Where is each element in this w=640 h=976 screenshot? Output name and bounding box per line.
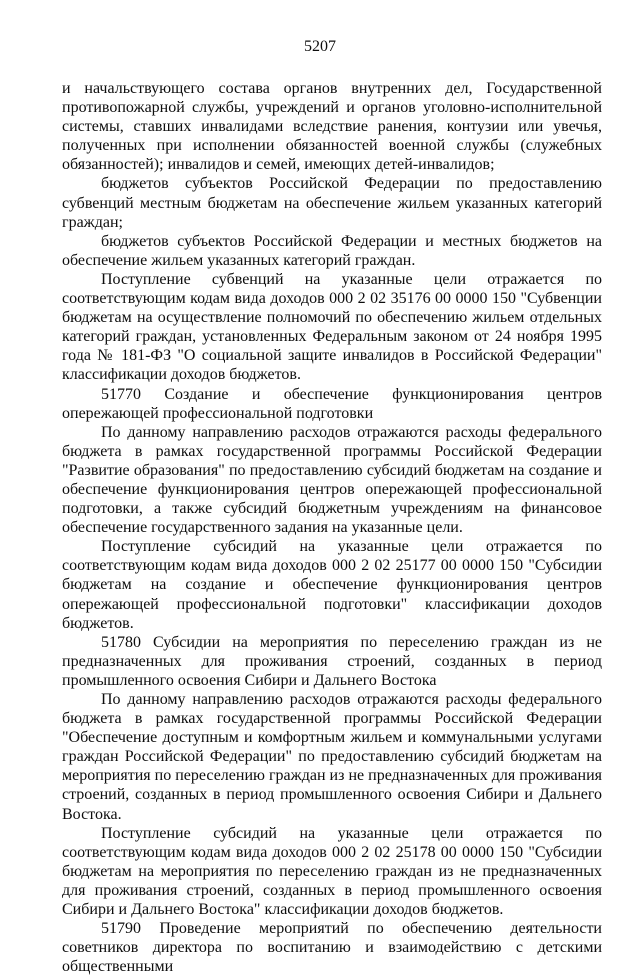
paragraph-continuation: и начальствующего состава органов внутренних дел, Государственной противопожарной службы, учреждений и органов уголовно-исполнительной системы, ставших инвалидами вследствие ранения, контузии или увечья, полученных при исполнении обязанностей военной службы (служебных обязанностей); инвалидов и семей, имеющих детей-инвалидов; bbox=[62, 80, 602, 174]
paragraph-regional-budgets-subventions: бюджетов субъектов Российской Федерации по предоставлению субвенций местным бюджетам на обеспечение жильем указанных категорий граждан; bbox=[62, 175, 602, 231]
paragraph-51780-income-codes: Поступление субсидий на указанные цели отражается по соответствующим кодам вида доходов 000 2 02 25178 00 0000 150 "Субсидии бюджетам на мероприятия по переселению граждан из не предназначенных для проживания строений, созданных в период промышленного освоения Сибири и Дальнего Востока" классификации доходов бюджетов. bbox=[62, 824, 602, 919]
section-heading-51780: 51780 Субсидии на мероприятия по переселению граждан из не предназначенных для проживания строений, созданных в период промышленного освоения Сибири и Дальнего Востока bbox=[62, 633, 602, 689]
section-heading-51790: 51790 Проведение мероприятий по обеспечению деятельности советников директора по воспитанию и взаимодействию с детскими общественными bbox=[62, 920, 602, 976]
section-heading-51770: 51770 Создание и обеспечение функционирования центров опережающей профессиональной подготовки bbox=[62, 385, 602, 422]
page-number: 5207 bbox=[304, 38, 336, 55]
paragraph-51780-expenses: По данному направлению расходов отражаются расходы федерального бюджета в рамках государственной программы Российской Федерации "Обеспечение доступным и комфортным жильем и коммунальными услугами граждан Российской Федерации" по предоставлению субсидий бюджетам на мероприятия по переселению граждан из не предназначенных для проживания строений, созданных в период промышленного освоения Сибири и Дальнего Востока. bbox=[62, 691, 602, 823]
paragraph-51770-expenses: По данному направлению расходов отражаются расходы федерального бюджета в рамках государственной программы Российской Федерации "Развитие образования" по предоставлению субсидий бюджетам на создание и обеспечение функционирования центров опережающей профессиональной подготовки, а также субсидий бюджетным учреждениям на финансовое обеспечение государственного задания на указанные цели. bbox=[62, 423, 602, 537]
paragraph-subvention-income-codes: Поступление субвенций на указанные цели отражается по соответствующим кодам вида доходов 000 2 02 35176 00 0000 150 "Субвенции бюджетам на осуществление полномочий по обеспечению жильем отдельных категорий граждан, установленных Федеральным законом от 24 ноября 1995 года № 181-ФЗ "О социальной защите инвалидов в Российской Федерации" классификации доходов бюджетов. bbox=[62, 270, 602, 384]
document-body bbox=[62, 79, 602, 976]
paragraph-regional-local-budgets: бюджетов субъектов Российской Федерации и местных бюджетов на обеспечение жильем указанных категорий граждан. bbox=[62, 232, 602, 269]
paragraph-51770-income-codes: Поступление субсидий на указанные цели отражается по соответствующим кодам вида доходов 000 2 02 25177 00 0000 150 "Субсидии бюджетам на создание и обеспечение функционирования центров опережающей профессиональной подготовки" классификации доходов бюджетов. bbox=[62, 538, 602, 632]
